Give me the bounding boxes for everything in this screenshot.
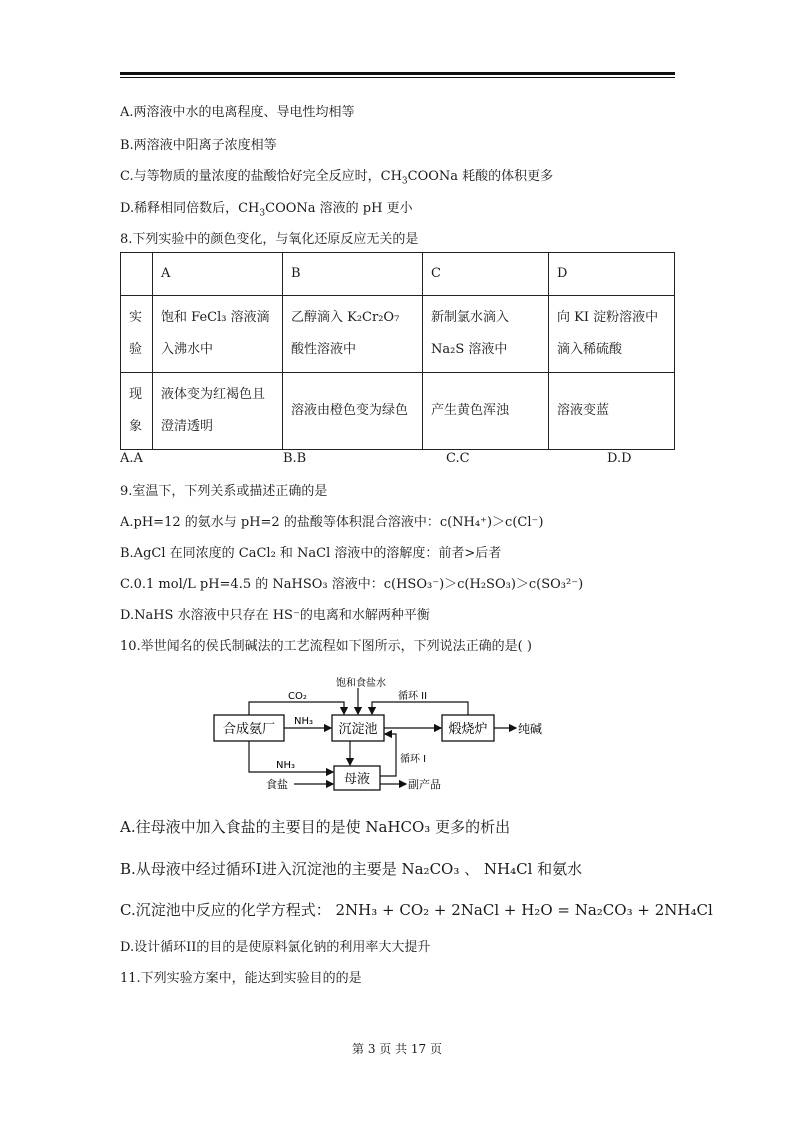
table-cell: 饱和 FeCl₃ 溶液滴入沸水中	[153, 296, 283, 373]
q9-option-c: C.0.1 mol/L pH=4.5 的 NaHSO₃ 溶液中：c(HSO₃⁻)＞c(H₂SO₃)＞c(SO₃²⁻)	[120, 577, 584, 592]
box-calciner-label: 煅烧炉	[448, 722, 488, 737]
page-footer: 第 3 页 共 17 页	[352, 1042, 442, 1056]
q7-option-a: A.两溶液中水的电离程度、导电性均相等	[120, 105, 355, 120]
table-header-row	[121, 253, 675, 296]
table-row	[121, 373, 675, 450]
arrow-cycle-2	[372, 702, 468, 715]
q8-stem: 8.下列实验中的颜色变化，与氧化还原反应无关的是	[120, 232, 419, 247]
label-co2: CO₂	[288, 691, 307, 702]
label-nh3-bottom: NH₃	[276, 760, 296, 771]
box-mother-liquor-label: 母液	[343, 772, 371, 787]
q8-option-d: D.D	[607, 451, 632, 466]
label-cycle-2: 循环 II	[398, 691, 428, 702]
box-precipitation-tank-label: 沉淀池	[338, 722, 378, 737]
header-rule-thin	[120, 77, 675, 78]
q7-option-b: B.两溶液中阳离子浓度相等	[120, 138, 277, 153]
table-cell: 溶液由橙色变为绿色	[283, 373, 423, 450]
process-flow-diagram	[210, 676, 550, 794]
q7-option-c: C.与等物质的量浓度的盐酸恰好完全反应时，$CH_3COONa$ 耗酸的体积更多	[120, 169, 554, 187]
q8-table	[120, 252, 675, 450]
q8-option-c: C.C	[446, 451, 470, 466]
q10-stem: 10.举世闻名的侯氏制碱法的工艺流程如下图所示，下列说法正确的是( )	[120, 639, 532, 654]
q10-option-d: D.设计循环II的目的是使原料氯化钠的利用率大大提升	[120, 940, 431, 955]
label-nh3-top: NH₃	[294, 716, 314, 727]
q10-option-c: C.沉淀池中反应的化学方程式： 2NH₃ + CO₂ + 2NaCl + H₂O = Na₂CO₃ + 2NH₄Cl	[120, 901, 713, 919]
q9-option-d: D.NaHS 水溶液中只存在 HS⁻的电离和水解两种平衡	[120, 608, 430, 623]
q9-stem: 9.室温下，下列关系或描述正确的是	[120, 484, 328, 499]
label-cycle-1: 循环 I	[400, 754, 427, 765]
table-cell	[121, 253, 153, 296]
q8-options	[120, 451, 680, 469]
label-soda-ash: 纯碱	[518, 722, 543, 736]
row-label-experiment: 实验	[121, 296, 153, 373]
table-header-c: C	[423, 253, 549, 296]
q7-option-d: D.稀释相同倍数后，$CH_3COONa$ 溶液的 pH 更小	[120, 201, 413, 219]
table-cell: 溶液变蓝	[549, 373, 675, 450]
label-salt: 食盐	[266, 778, 288, 791]
table-cell: 向 KI 淀粉溶液中滴入稀硫酸	[549, 296, 675, 373]
table-header-a: A	[153, 253, 283, 296]
row-label-phenomenon: 现象	[121, 373, 153, 450]
q9-option-a: A.pH=12 的氨水与 pH=2 的盐酸等体积混合溶液中：c(NH₄⁺)＞c(Cl⁻)	[120, 515, 544, 530]
arrow-co2	[249, 702, 344, 715]
table-cell: 新制氯水滴入 Na₂S 溶液中	[423, 296, 549, 373]
table-header-d: D	[549, 253, 675, 296]
q10-option-b: B.从母液中经过循环I进入沉淀池的主要是 Na₂CO₃ 、 NH₄Cl 和氨水	[120, 860, 583, 878]
header-rule-thick	[120, 72, 675, 75]
label-brine: 饱和食盐水	[336, 678, 386, 689]
q11-stem: 11.下列实验方案中，能达到实验目的的是	[120, 971, 362, 986]
q9-option-b: B.AgCl 在同浓度的 CaCl₂ 和 NaCl 溶液中的溶解度：前者>后者	[120, 546, 502, 561]
table-cell: 液体变为红褐色且澄清透明	[153, 373, 283, 450]
box-ammonia-plant-label: 合成氨厂	[222, 722, 276, 737]
table-header-b: B	[283, 253, 423, 296]
label-byproduct: 副产品	[408, 778, 441, 791]
table-cell: 产生黄色浑浊	[423, 373, 549, 450]
q10-option-a: A.往母液中加入食盐的主要目的是使 NaHCO₃ 更多的析出	[120, 818, 511, 836]
table-row	[121, 296, 675, 373]
q8-option-b: B.B	[283, 451, 307, 466]
table-cell: 乙醇滴入 K₂Cr₂O₇ 酸性溶液中	[283, 296, 423, 373]
q8-option-a: A.A	[120, 451, 143, 466]
